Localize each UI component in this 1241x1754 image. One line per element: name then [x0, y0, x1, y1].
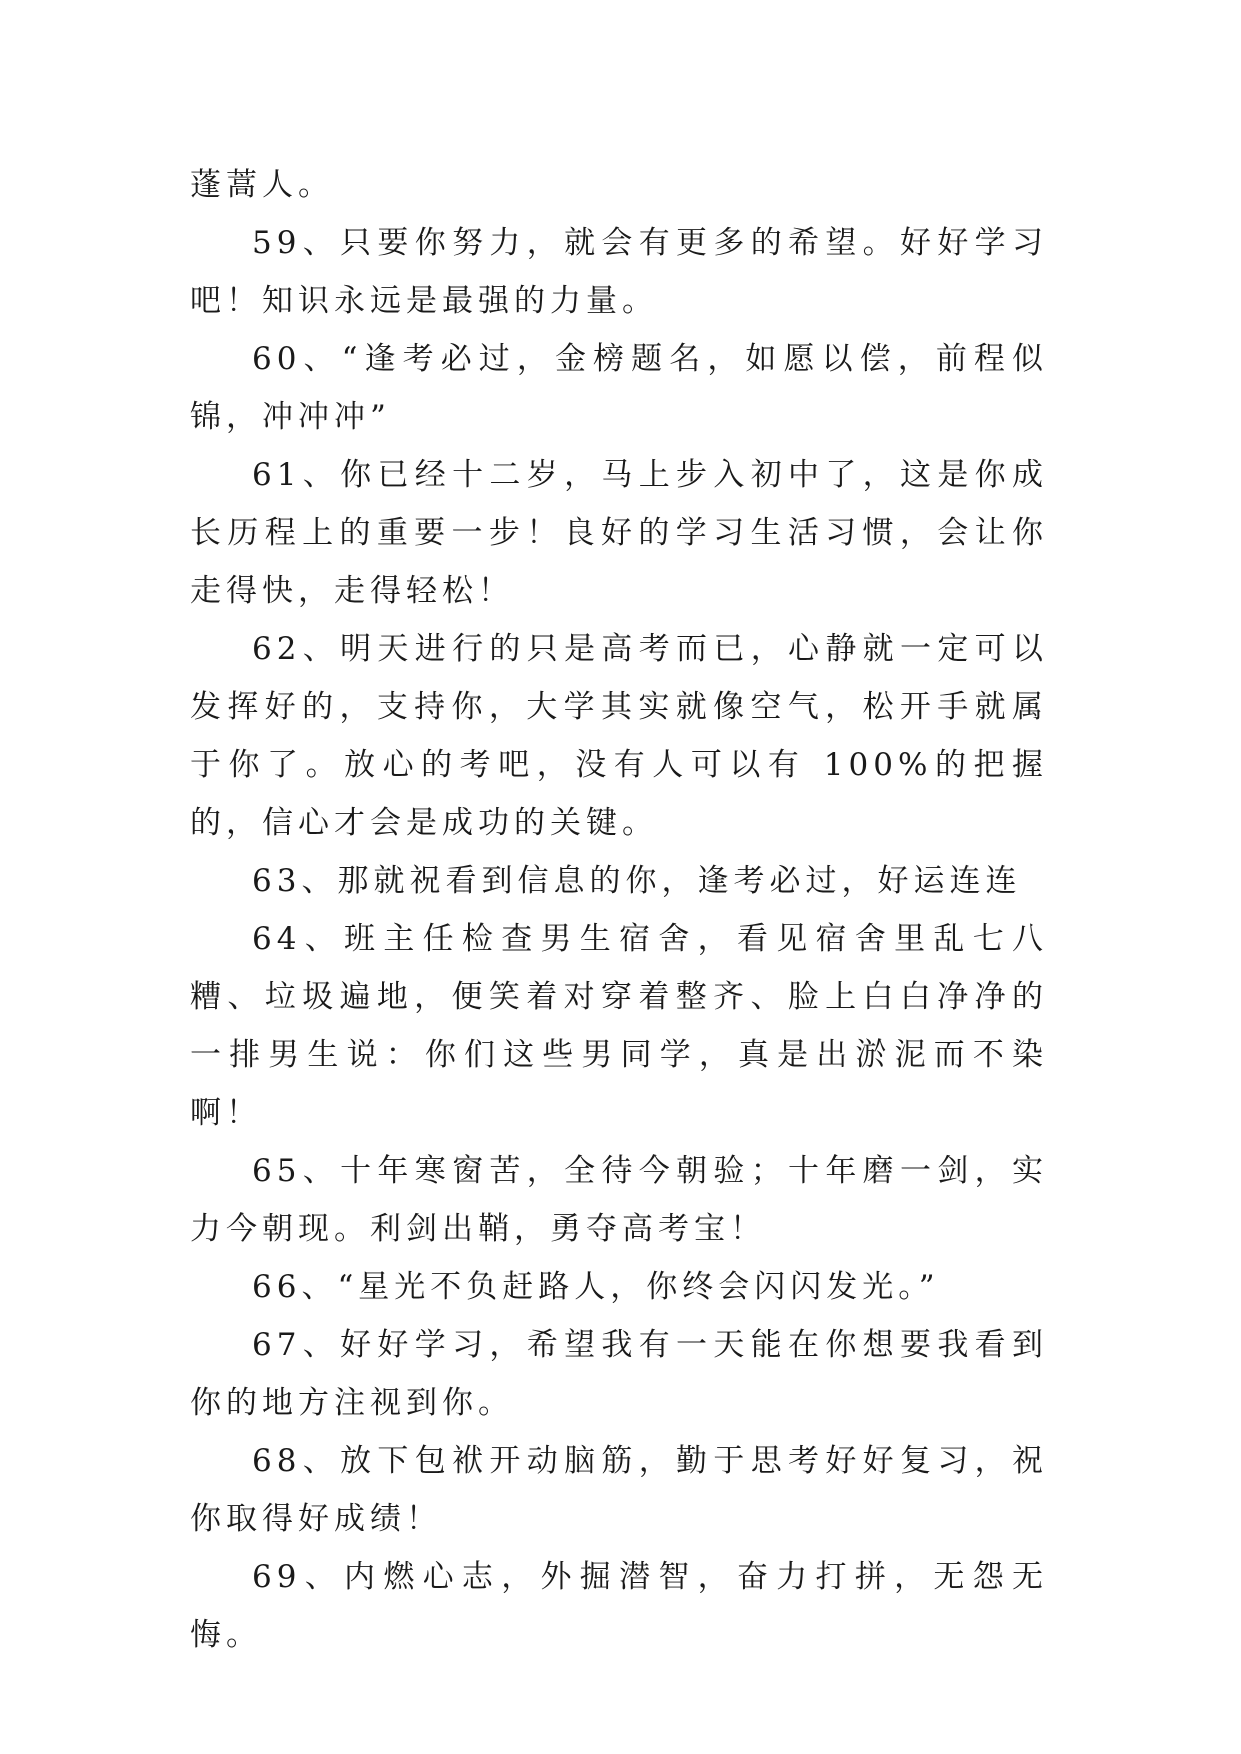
paragraph-item-69: 69、内燃心志，外掘潜智，奋力打拼，无怨无悔。	[190, 1559, 1048, 1653]
document-body	[190, 156, 1048, 1664]
paragraph-continuation: 蓬蒿人。	[190, 167, 334, 203]
paragraph-item-63: 63、那就祝看到信息的你，逢考必过，好运连连	[252, 863, 1022, 899]
paragraph-item-61: 61、你已经十二岁，马上步入初中了，这是你成长历程上的重要一步！良好的学习生活习惯，会让你走得快，走得轻松！	[190, 457, 1048, 609]
paragraph-item-64: 64、班主任检查男生宿舍，看见宿舍里乱七八糟、垃圾遍地，便笑着对穿着整齐、脸上白白净净的一排男生说：你们这些男同学，真是出淤泥而不染啊！	[190, 921, 1048, 1131]
paragraph-item-65: 65、十年寒窗苦，全待今朝验；十年磨一剑，实力今朝现。利剑出鞘，勇夺高考宝！	[190, 1153, 1048, 1247]
paragraph-item-67: 67、好好学习，希望我有一天能在你想要我看到你的地方注视到你。	[190, 1327, 1048, 1421]
paragraph-item-68: 68、放下包袱开动脑筋，勤于思考好好复习，祝你取得好成绩！	[190, 1443, 1048, 1537]
paragraph-item-60: 60、“逢考必过，金榜题名，如愿以偿，前程似锦，冲冲冲”	[190, 341, 1048, 435]
paragraph-item-59: 59、只要你努力，就会有更多的希望。好好学习吧！知识永远是最强的力量。	[190, 225, 1048, 319]
paragraph-item-62: 62、明天进行的只是高考而已，心静就一定可以发挥好的，支持你，大学其实就像空气，松开手就属于你了。放心的考吧，没有人可以有 100%的把握的，信心才会是成功的关键。	[190, 631, 1048, 841]
paragraph-item-66: 66、“星光不负赶路人，你终会闪闪发光。”	[252, 1269, 940, 1305]
